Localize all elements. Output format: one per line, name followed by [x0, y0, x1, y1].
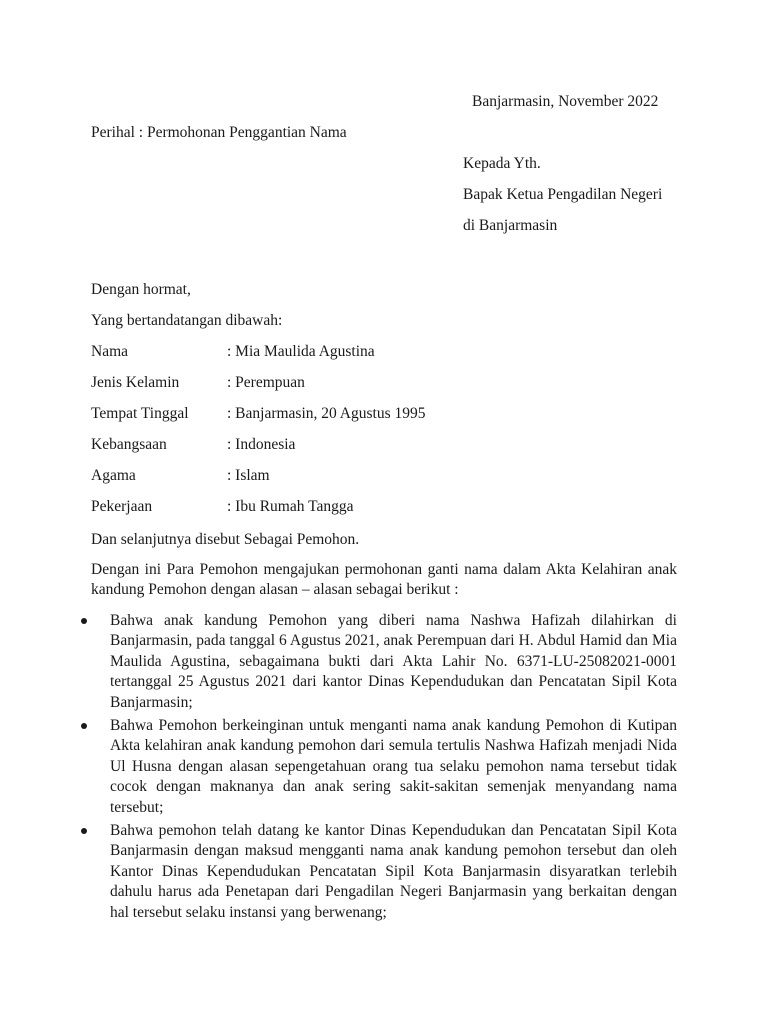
field-label-religion: Agama	[91, 467, 136, 484]
recipient-title: Bapak Ketua Pengadilan Negeri	[463, 186, 663, 203]
reason-text: Bahwa pemohon telah datang ke kantor Dinas Kependudukan dan Pencatatan Sipil Kota Banjarmasin dengan maksud mengganti nama anak kandung pemohon tersebut dan oleh Kantor Dinas Kependudukan Pencatatan Sipil Kota Banjarmasin disyaratkan terlebih dahulu harus ada Penetapan dari Pengadilan Negeri Banjarmasin yang berkaitan dengan hal tersebut selaku instansi yang berwenang;	[110, 822, 677, 921]
list-item	[91, 821, 677, 923]
list-item	[91, 716, 677, 818]
field-value-occupation: : Ibu Rumah Tangga	[227, 498, 354, 515]
letter-subject: Perihal : Permohonan Penggantian Nama	[91, 124, 347, 141]
reason-text: Bahwa anak kandung Pemohon yang diberi nama Nashwa Hafizah dilahirkan di Banjarmasin, pada tanggal 6 Agustus 2021, anak Perempuan dari H. Abdul Hamid dan Mia Maulida Agustina, sebagaimana bukti dari Akta Lahir No. 6371-LU-25082021-0001 tertanggal 25 Agustus 2021 dari kantor Dinas Kependudukan dan Pencatatan Sipil Kota Banjarmasin;	[110, 612, 677, 711]
field-value-name: : Mia Maulida Agustina	[227, 343, 375, 360]
field-label-gender: Jenis Kelamin	[91, 374, 180, 391]
bullet-icon	[81, 723, 87, 729]
recipient-salutation: Kepada Yth.	[463, 155, 541, 172]
bullet-icon	[81, 828, 87, 834]
field-label-name: Nama	[91, 343, 129, 360]
field-label-residence: Tempat Tinggal	[91, 405, 189, 422]
list-item	[91, 611, 677, 713]
field-value-nationality: : Indonesia	[227, 436, 296, 453]
field-label-occupation: Pekerjaan	[91, 498, 153, 515]
reason-text: Bahwa Pemohon berkeinginan untuk menganti nama anak kandung Pemohon di Kutipan Akta kelahiran anak kandung pemohon dari semula tertulis Nashwa Hafizah menjadi Nida Ul Husna dengan alasan sepengetahuan orang tua selaku pemohon nama tersebut tidak cocok dengan maknanya dan anak sering sakit-sakitan semenjak menyandang nama tersebut;	[110, 717, 677, 816]
request-paragraph: Dengan ini Para Pemohon mengajukan permohonan ganti nama dalam Akta Kelahiran anak kandung Pemohon dengan alasan – alasan sebagai berikut :	[91, 561, 677, 598]
recipient-location: di Banjarmasin	[463, 217, 558, 234]
undersigned-intro: Yang bertandatangan dibawah:	[91, 312, 283, 329]
field-value-gender: : Perempuan	[227, 374, 305, 391]
field-label-nationality: Kebangsaan	[91, 436, 167, 453]
field-value-residence: : Banjarmasin, 20 Agustus 1995	[227, 405, 426, 422]
hereinafter-statement: Dan selanjutnya disebut Sebagai Pemohon.	[91, 531, 360, 548]
greeting: Dengan hormat,	[91, 281, 191, 298]
place-date: Banjarmasin, November 2022	[472, 93, 659, 110]
field-value-religion: : Islam	[227, 467, 270, 484]
reasons-list	[91, 611, 677, 926]
bullet-icon	[81, 618, 87, 624]
